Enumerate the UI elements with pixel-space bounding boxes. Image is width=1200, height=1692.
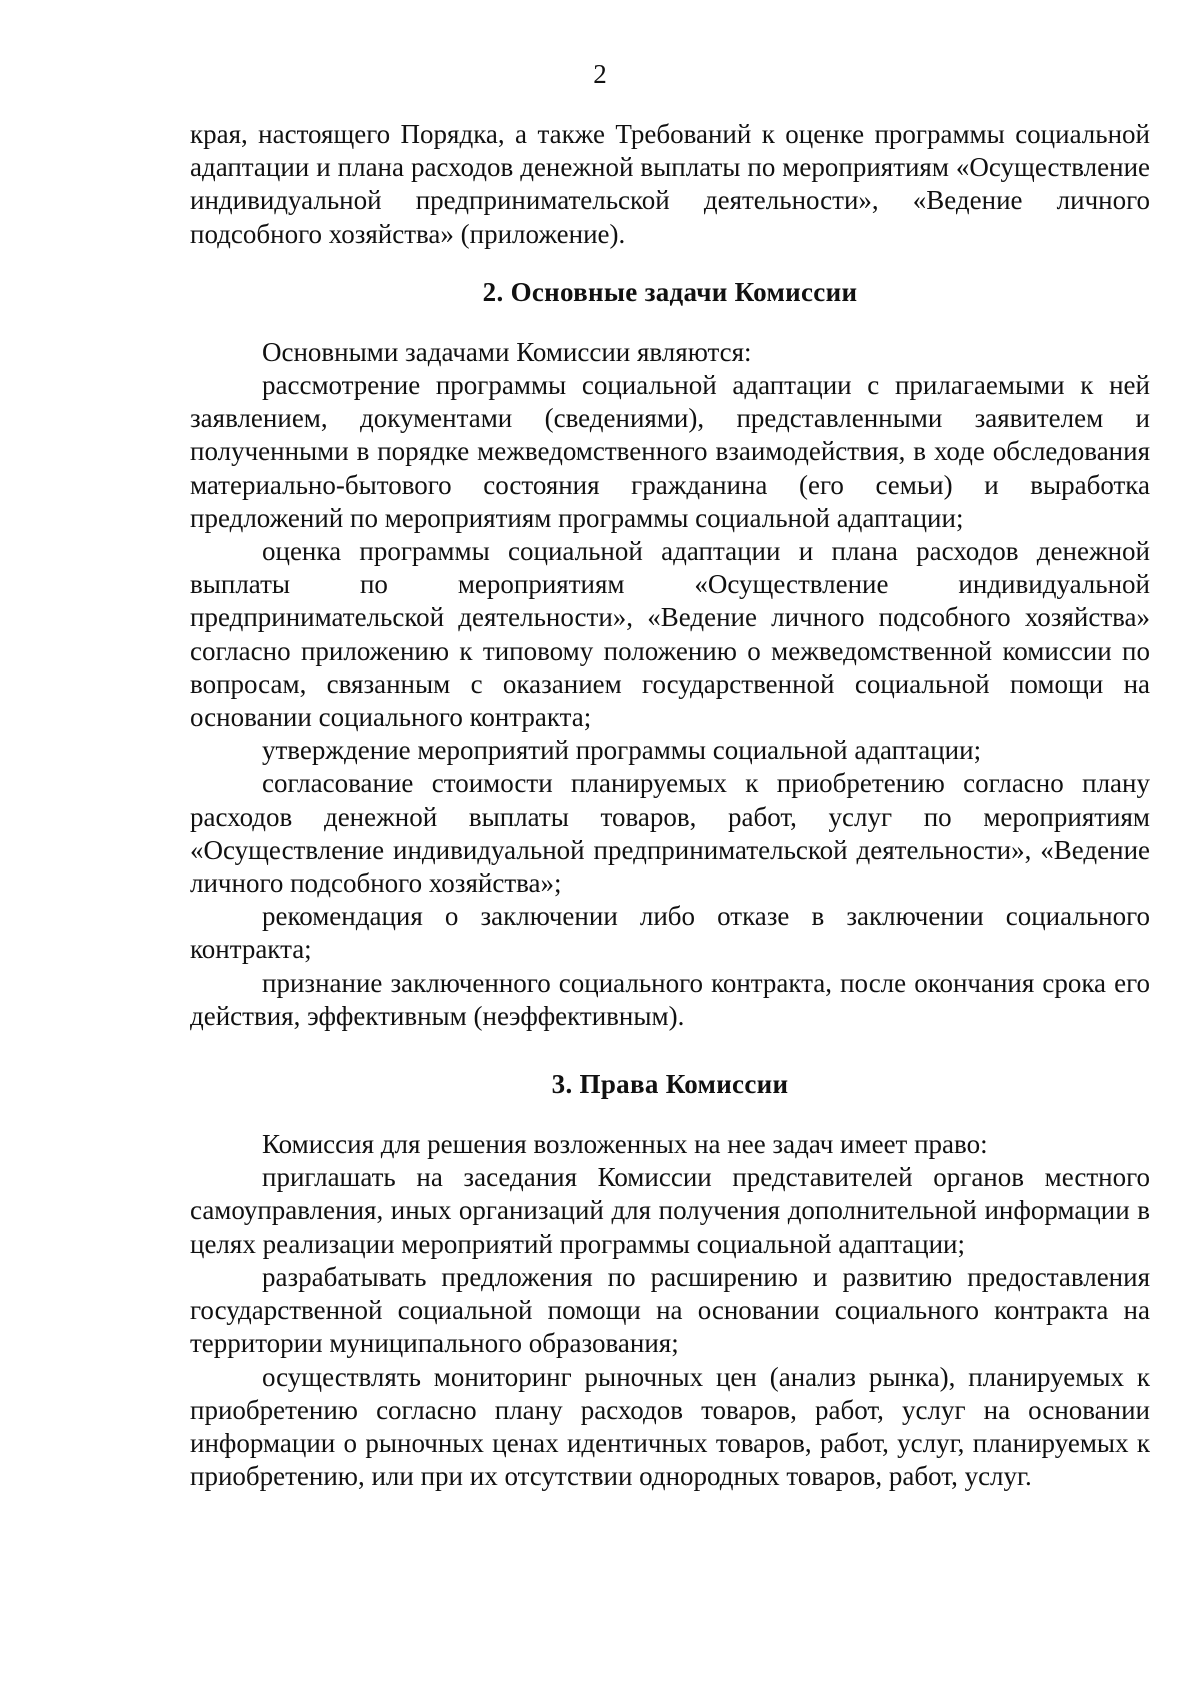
- section-2-item: согласование стоимости планируемых к приобретению согласно плану расходов денежной выплаты товаров, работ, услуг по мероприятиям «Осуществление индивидуальной предпринимательской деятельности», «Ведение личного подсобного хозяйства»;: [190, 768, 1150, 899]
- section-2-item: оценка программы социальной адаптации и плана расходов денежной выплаты по мероприятиям «Осуществление индивидуальной предпринимательской деятельности», «Ведение личного подсобного хозяйства» согласно приложению к типовому положению о межведомственной комиссии по вопросам, связанным с оказанием государственной социальной помощи на основании социального контракта;: [190, 536, 1150, 733]
- intro-paragraph: края, настоящего Порядка, а также Требований к оценке программы социальной адаптации и плана расходов денежной выплаты по мероприятиям «Осуществление индивидуальной предпринимательской деятельности», «Ведение личного подсобного хозяйства» (приложение).: [190, 119, 1150, 249]
- section-3-item: разрабатывать предложения по расширению и развитию предоставления государственной социальной помощи на основании социального контракта на территории муниципального образования;: [190, 1261, 1150, 1359]
- section-2-item: рекомендация о заключении либо отказе в заключении социального контракта;: [190, 901, 1150, 965]
- document-body: [190, 118, 1150, 1493]
- section-2-lead: Основными задачами Комиссии являются:: [262, 336, 752, 367]
- section-3-item: приглашать на заседания Комиссии представителей органов местного самоуправления, иных организаций для получения дополнительной информации в целях реализации мероприятий программы социальной адаптации;: [190, 1162, 1150, 1259]
- section-3-lead: Комиссия для решения возложенных на нее задач имеет право:: [262, 1129, 988, 1160]
- section-2-heading: 2. Основные задачи Комиссии: [482, 276, 858, 307]
- section-3-item: осуществлять мониторинг рыночных цен (анализ рынка), планируемых к приобретению согласно плану расходов товаров, работ, услуг на основании информации о рыночных ценах идентичных товаров, работ, услуг, планируемых к приобретению, или при их отсутствии однородных товаров, работ, услуг.: [190, 1361, 1150, 1492]
- section-2-item: признание заключенного социального контракта, после окончания срока его действия, эффективным (неэффективным).: [190, 967, 1150, 1031]
- section-2-item: рассмотрение программы социальной адаптации с прилагаемыми к ней заявлением, документами (сведениями), представленными заявителем и полученными в порядке межведомственного взаимодействия, в ходе обследования материально-бытового состояния гражданина (его семьи) и выработка предложений по мероприятиям программы социальной адаптации;: [190, 370, 1150, 533]
- section-2-item: утверждение мероприятий программы социальной адаптации;: [262, 735, 982, 766]
- page-number: 2: [593, 59, 607, 89]
- section-3-heading: 3. Права Комиссии: [551, 1069, 789, 1100]
